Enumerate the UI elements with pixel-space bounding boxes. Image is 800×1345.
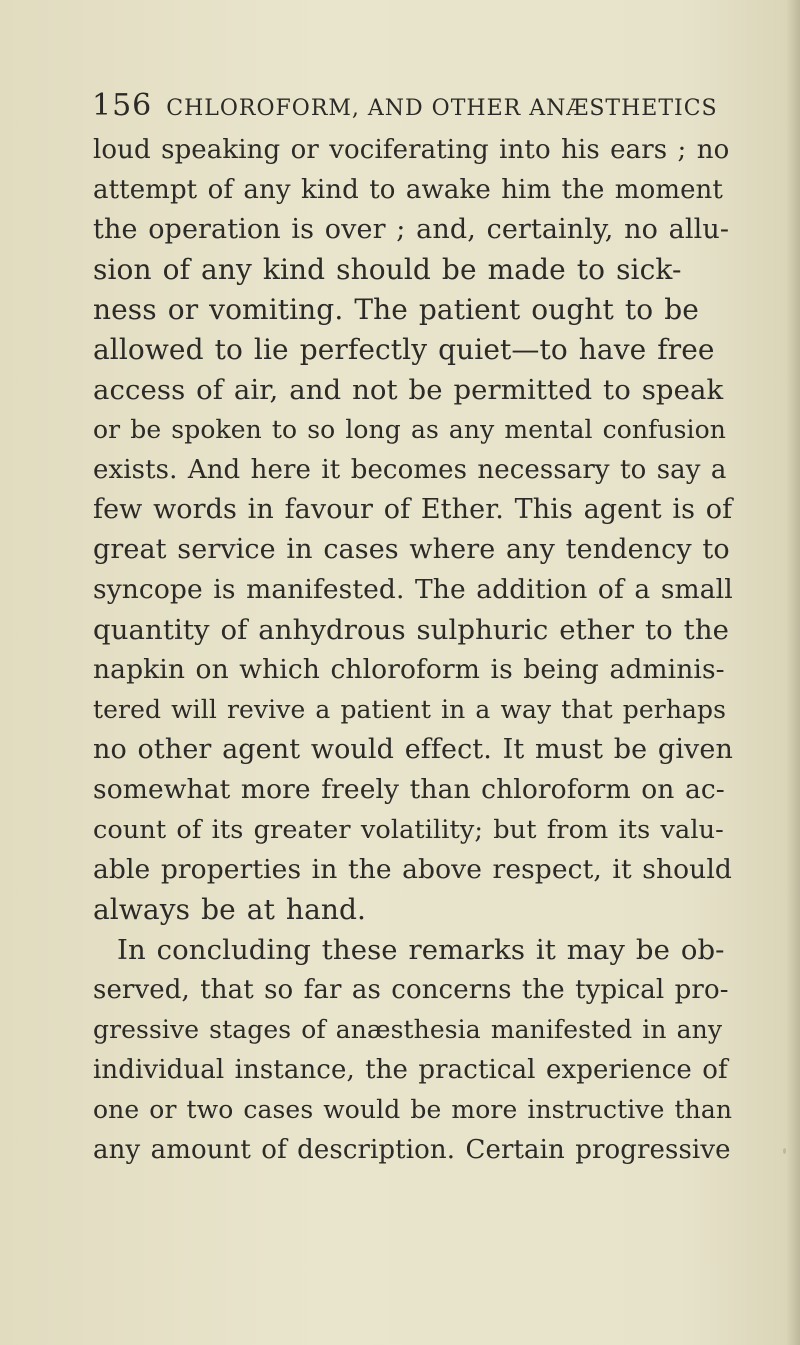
text-line: always be at hand. [93, 893, 367, 926]
running-title: CHLOROFORM, AND OTHER ANÆSTHETICS [166, 96, 718, 121]
text-line: loud speaking or vociferating into his ears ; no [93, 135, 730, 165]
text-line: gressive stages of anæsthesia manifested in any [93, 1015, 723, 1044]
text-line: somewhat more freely than chloroform on ac- [93, 774, 725, 805]
text-line: sion of any kind should be made to sick- [93, 253, 682, 286]
text-line: no other agent would effect. It must be given [93, 734, 733, 765]
text-line: ness or vomiting. The patient ought to be [93, 293, 699, 326]
text-line: tered will revive a patient in a way that perhaps [93, 695, 727, 724]
running-head [92, 88, 732, 128]
text-line: individual instance, the practical experience of [93, 1055, 728, 1085]
text-line: exists. And here it becomes necessary to say a [93, 455, 727, 485]
text-line: access of air, and not be permitted to speak [93, 374, 724, 406]
text-line: syncope is manifested. The addition of a small [93, 574, 733, 605]
text-line: great service in cases where any tendency to [93, 534, 730, 565]
paper-speck [783, 1148, 786, 1154]
text-line: able properties in the above respect, it should [93, 854, 732, 885]
body-text [93, 130, 733, 1170]
text-line: few words in favour of Ether. This agent is of [93, 494, 733, 525]
page-number: 156 [92, 88, 153, 123]
paragraph-start-line: In concluding these remarks it may be ob- [117, 934, 725, 966]
text-line: quantity of anhydrous sulphuric ether to the [93, 614, 730, 646]
page-edge-shadow [786, 0, 800, 1345]
text-line: napkin on which chloroform is being adminis- [93, 654, 725, 685]
text-line: one or two cases would be more instructive than [93, 1095, 733, 1124]
text-line: attempt of any kind to awake him the moment [93, 175, 723, 205]
text-line: count of its greater volatility; but from its valu- [93, 815, 724, 845]
text-line: any amount of description. Certain progressive [93, 1135, 731, 1165]
text-line: allowed to lie perfectly quiet—to have free [93, 333, 715, 366]
text-line: the operation is over ; and, certainly, no allu- [93, 214, 730, 245]
text-line: served, that so far as concerns the typical pro- [93, 975, 729, 1005]
text-line: or be spoken to so long as any mental confusion [93, 415, 726, 444]
